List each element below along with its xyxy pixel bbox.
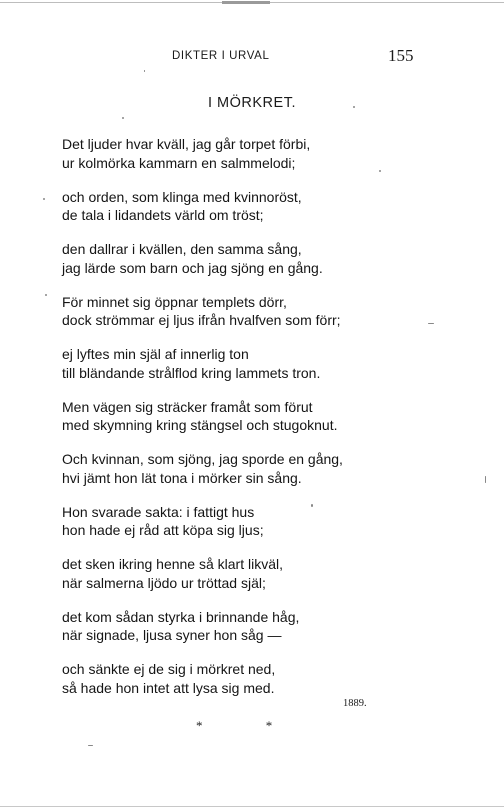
scan-speck: [353, 106, 355, 108]
stanza: [62, 188, 442, 225]
scan-speck: [144, 70, 145, 72]
running-head: DIKTER I URVAL: [172, 50, 270, 62]
scan-speck: [485, 476, 486, 483]
ornament-asterisks: * *: [196, 718, 303, 733]
poem-line: med skymning kring stängsel och stugoknut.: [62, 417, 338, 433]
scan-speck: [43, 198, 45, 200]
stanza: [62, 608, 442, 645]
stanza: [62, 398, 442, 435]
poem-line: Hon svarade sakta: i fattigt hus: [62, 503, 255, 520]
stanza: [62, 293, 442, 330]
poem-line: För minnet sig öppnar templets dörr,: [62, 293, 287, 310]
poem-line: hvi jämt hon lät tona i mörker sin sång.: [62, 469, 302, 486]
poem-line: dock strömmar ej ljus ifrån hvalfven som förr;: [62, 312, 341, 328]
poem-body: [62, 135, 442, 713]
top-edge-mark: [222, 1, 270, 4]
poem-line: den dallrar i kvällen, den samma sång,: [62, 241, 302, 257]
scan-speck: [379, 170, 381, 172]
poem-year: 1889.: [343, 698, 367, 709]
poem-line: när salmerna ljödo ur tröttad själ;: [62, 574, 266, 591]
poem-line: det kom sådan styrka i brinnande håg,: [62, 608, 300, 625]
stanza: [62, 503, 442, 540]
page-number: 155: [388, 46, 414, 65]
poem-line: det sken ikring henne så klart likväl,: [62, 556, 283, 572]
poem-line: Och kvinnan, som sjöng, jag sporde en gång,: [62, 451, 343, 467]
poem-line: och orden, som klinga med kvinnoröst,: [62, 188, 302, 205]
scan-speck: [122, 117, 124, 119]
poem-line: så hade hon intet att lysa sig med.: [62, 679, 275, 696]
poem-line: när signade, ljusa syner hon såg —: [62, 627, 282, 643]
poem-line: de tala i lidandets värld om tröst;: [62, 207, 264, 223]
poem-line: Men vägen sig sträcker framåt som förut: [62, 398, 313, 415]
poem-title: I MÖRKRET.: [208, 95, 296, 111]
stanza: [62, 345, 442, 382]
poem-line: ej lyftes min själ af innerlig ton: [62, 346, 249, 362]
poem-line: till bländande strålflod kring lammets tron.: [62, 364, 321, 381]
scan-speck: [428, 323, 434, 324]
poem-line: och sänkte ej de sig i mörkret ned,: [62, 661, 276, 677]
poem-line: jag lärde som barn och jag sjöng en gång.: [62, 259, 323, 276]
stanza: [62, 660, 442, 697]
stanza: [62, 450, 442, 487]
stanza: [62, 135, 442, 172]
poem-line: ur kolmörka kammarn en salmmelodi;: [62, 154, 296, 171]
scan-speck: [88, 745, 93, 746]
stanza: [62, 555, 442, 592]
poem-line: Det ljuder hvar kväll, jag går torpet förbi,: [62, 136, 311, 152]
scan-speck: [45, 294, 47, 296]
stanza: [62, 240, 442, 277]
poem-line: hon hade ej råd att köpa sig ljus;: [62, 522, 264, 538]
scan-speck: [311, 504, 313, 507]
bottom-edge-rule: [0, 806, 504, 807]
